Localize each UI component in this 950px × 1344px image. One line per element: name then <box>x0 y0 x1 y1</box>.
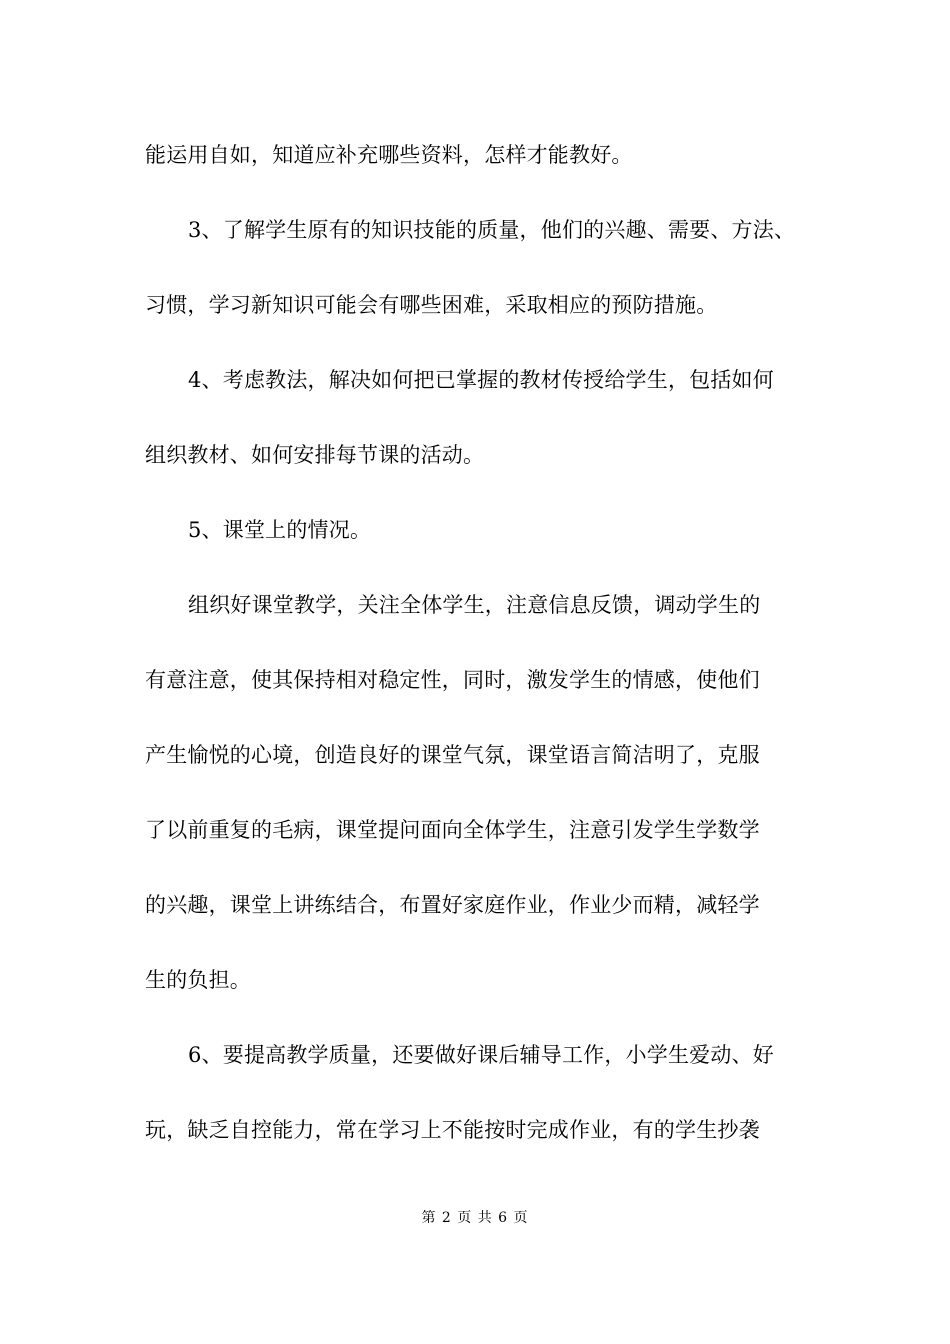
text-line: 习惯，学习新知识可能会有哪些困难，采取相应的预防措施。 <box>145 293 718 317</box>
text-line: 玩，缺乏自控能力，常在学习上不能按时完成作业，有的学生抄袭 <box>145 1118 760 1142</box>
page-number-footer: 第 2 页 共 6 页 <box>421 1210 529 1226</box>
text-line: 4、考虑教法，解决如何把已掌握的教材传授给学生，包括如何 <box>188 368 774 392</box>
text-line: 6、要提高教学质量，还要做好课后辅导工作，小学生爱动、好 <box>188 1043 774 1067</box>
text-line: 有意注意，使其保持相对稳定性，同时，激发学生的情感，使他们 <box>145 668 760 692</box>
text-line: 能运用自如，知道应补充哪些资料，怎样才能教好。 <box>145 143 633 167</box>
text-line: 组织好课堂教学，关注全体学生，注意信息反馈，调动学生的 <box>188 593 761 617</box>
text-line: 生的负担。 <box>145 968 251 992</box>
text-line: 了以前重复的毛病，课堂提问面向全体学生，注意引发学生学数学 <box>145 818 760 842</box>
text-line: 产生愉悦的心境，创造良好的课堂气氛，课堂语言简洁明了，克服 <box>145 743 760 767</box>
text-line: 5、课堂上的情况。 <box>188 518 372 542</box>
text-line: 组织教材、如何安排每节课的活动。 <box>145 443 485 467</box>
text-line: 3、了解学生原有的知识技能的质量，他们的兴趣、需要、方法、 <box>188 218 796 242</box>
text-line: 的兴趣，课堂上讲练结合，布置好家庭作业，作业少而精，减轻学 <box>145 893 760 917</box>
